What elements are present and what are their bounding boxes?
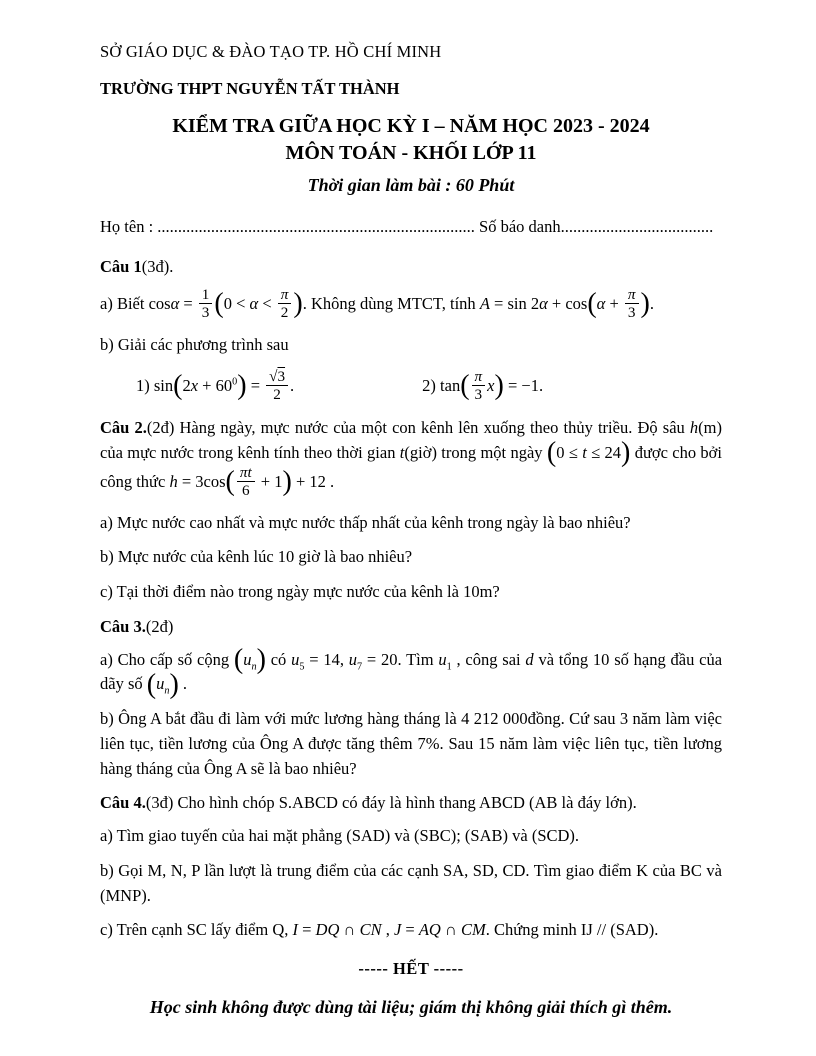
question4-part-b: b) Gọi M, N, P lần lượt là trung điểm của các cạnh SA, SD, CD. Tìm giao điểm K của BC và (MNP). — [100, 860, 722, 905]
question1-part-b-intro: b) Giải các phương trình sau — [100, 334, 289, 354]
question3-part-b: b) Ông A bắt đầu đi làm với mức lương hàng tháng là 4 212 000đồng. Cứ sau 3 năm làm việc liên tục, tiền lương của Ông A được tăng thêm 7%. Sau 15 năm làm việc liên tục, tiền lương hàng tháng của Ông A sẽ là bao nhiêu? — [100, 709, 722, 778]
equation-2: 2) tan( $\frac{\pi}{3}$ x) = −1. — [422, 367, 544, 403]
end-marker: ----- HẾT ----- — [358, 959, 464, 979]
department-line: SỞ GIÁO DỤC & ĐÀO TẠO TP. HỒ CHÍ MINH — [100, 42, 442, 61]
student-info-line — [100, 215, 722, 240]
question1-heading: Câu 1(3đ). — [100, 257, 174, 277]
question1-part-a: a) Biết cosα = $\frac{1}{3}$ (0 < α < $\frac{\pi}{2}$ ). Không dùng MTCT, tính A = sin 2α + cos(α + $\frac{\pi}{3}$ ). — [100, 286, 654, 322]
question2-part-a: a) Mực nước cao nhất và mực nước thấp nhất của kênh trong ngày là bao nhiêu? — [100, 512, 631, 532]
question3-heading: Câu 3.(2đ) — [100, 616, 174, 636]
school-line: TRƯỜNG THPT NGUYỄN TẤT THÀNH — [100, 78, 400, 98]
question2-part-c: c) Tại thời điểm nào trong ngày mực nước của kênh là 10m? — [100, 582, 500, 602]
question1-equations-row — [136, 367, 722, 405]
exam-rules-note: Học sinh không được dùng tài liệu; giám thị không giải thích gì thêm. — [149, 996, 673, 1017]
student-name-label: Họ tên : ............................................................................. — [100, 216, 475, 236]
exam-title: KIỂM TRA GIỮA HỌC KỲ I – NĂM HỌC 2023 - 2024 — [172, 114, 650, 137]
question4-part-a: a) Tìm giao tuyến của hai mặt phẳng (SAD) và (SBC); (SAB) và (SCD). — [100, 826, 580, 846]
exam-subject: MÔN TOÁN - KHỐI LỚP 11 — [285, 141, 537, 164]
exam-duration: Thời gian làm bài : 60 Phút — [307, 174, 515, 195]
question2-statement: Câu 2.(2đ) Hàng ngày, mực nước của một con kênh lên xuống theo thủy triều. Độ sâu h(m) của mực nước trong kênh tính theo thời gian t(giờ) trong một ngày (0 ≤ t ≤ 24) được cho bởi công thức h = 3cos( $\frac{\pi t}{6}$ + 1) + 12 . — [100, 418, 722, 500]
question4-heading: Câu 4.(3đ) Cho hình chóp S.ABCD có đáy là hình thang ABCD (AB là đáy lớn). — [100, 793, 637, 813]
question3-part-a: a) Cho cấp số cộng $(u_n)$ có $u_5 = 14$, $u_7 = 20$. Tìm $u_1$ , công sai d và tổng 10 số hạng đầu của dãy số $(u_n)$ . — [100, 643, 723, 700]
equation-1: 1) $\sin(2x + 60^0)$ = $\frac{√3}{2}$ . — [136, 367, 295, 403]
student-id-label: Số báo danh..................................... — [474, 216, 714, 236]
question4-part-c: c) Trên cạnh SC lấy điểm Q, I = DQ ∩ CN , J = AQ ∩ CM. Chứng minh IJ // (SAD). — [100, 920, 659, 940]
question2-part-b: b) Mực nước của kênh lúc 10 giờ là bao nhiêu? — [100, 547, 413, 567]
